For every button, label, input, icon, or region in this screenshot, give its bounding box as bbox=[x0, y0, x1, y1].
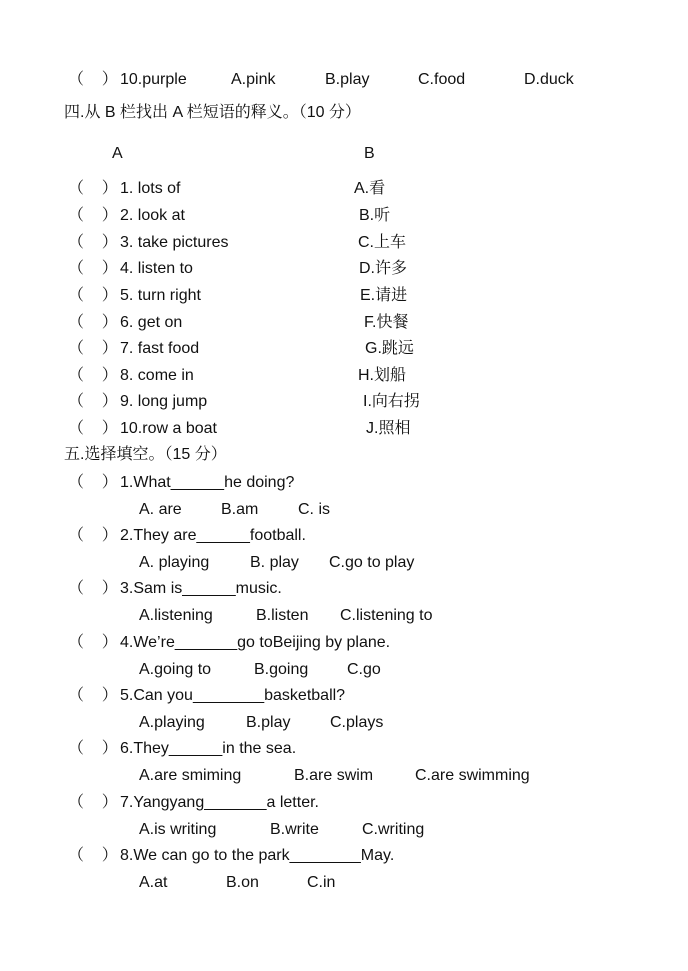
option-b: B.write bbox=[270, 821, 319, 838]
phrase-a: 5. turn right bbox=[120, 287, 201, 304]
option-b: B.am bbox=[221, 501, 259, 518]
option-c: C.food bbox=[418, 71, 466, 88]
phrase-a: 1. lots of bbox=[120, 180, 181, 197]
answer-blank[interactable]: （ ） bbox=[68, 794, 118, 811]
option-b: B. play bbox=[250, 554, 299, 571]
answer-blank[interactable]: （ ） bbox=[68, 207, 118, 224]
option-c: C.go bbox=[347, 661, 381, 678]
answer-blank[interactable]: （ ） bbox=[68, 393, 118, 410]
meaning-b: G.跳远 bbox=[365, 340, 414, 357]
meaning-b: I.向右拐 bbox=[363, 393, 420, 410]
option-a: A.at bbox=[139, 874, 168, 891]
option-b: B.on bbox=[226, 874, 259, 891]
answer-blank[interactable]: （ ） bbox=[68, 687, 118, 704]
meaning-b: E.请进 bbox=[360, 287, 408, 304]
question-stem: 5.Can you________basketball? bbox=[120, 687, 346, 704]
option-a: A.pink bbox=[231, 71, 276, 88]
answer-blank[interactable]: （ ） bbox=[68, 474, 118, 491]
question-stem: 2.They are______football. bbox=[120, 527, 306, 544]
answer-blank[interactable]: （ ） bbox=[68, 740, 118, 757]
phrase-a: 3. take pictures bbox=[120, 234, 229, 251]
section-title: 四.从 B 栏找出 A 栏短语的释义。（10 分） bbox=[64, 104, 361, 121]
column-a-header: A bbox=[112, 145, 123, 162]
phrase-a: 4. listen to bbox=[120, 260, 193, 277]
option-d: D.duck bbox=[524, 71, 574, 88]
answer-blank[interactable]: （ ） bbox=[68, 71, 118, 88]
phrase-a: 8. come in bbox=[120, 367, 194, 384]
question-stem: 3.Sam is______music. bbox=[120, 580, 282, 597]
option-c: C.go to play bbox=[329, 554, 415, 571]
question-stem: 7.Yangyang_______a letter. bbox=[120, 794, 319, 811]
option-c: C.plays bbox=[330, 714, 384, 731]
phrase-a: 10.row a boat bbox=[120, 420, 217, 437]
question-stem: 1.What______he doing? bbox=[120, 474, 295, 491]
option-c: C.in bbox=[307, 874, 336, 891]
answer-blank[interactable]: （ ） bbox=[68, 420, 118, 437]
question-stem: 6.They______in the sea. bbox=[120, 740, 297, 757]
meaning-b: F.快餐 bbox=[364, 314, 409, 331]
option-b: B.listen bbox=[256, 607, 309, 624]
answer-blank[interactable]: （ ） bbox=[68, 340, 118, 357]
phrase-a: 7. fast food bbox=[120, 340, 200, 357]
question-stem: 10.purple bbox=[120, 71, 187, 88]
answer-blank[interactable]: （ ） bbox=[68, 287, 118, 304]
option-a: A. are bbox=[139, 501, 182, 518]
answer-blank[interactable]: （ ） bbox=[68, 234, 118, 251]
meaning-b: H.划船 bbox=[358, 367, 407, 384]
answer-blank[interactable]: （ ） bbox=[68, 260, 118, 277]
phrase-a: 6. get on bbox=[120, 314, 183, 331]
question-stem: 8.We can go to the park________May. bbox=[120, 847, 395, 864]
answer-blank[interactable]: （ ） bbox=[68, 367, 118, 384]
meaning-b: J.照相 bbox=[366, 420, 411, 437]
option-b: B.going bbox=[254, 661, 309, 678]
meaning-b: D.许多 bbox=[359, 260, 408, 277]
option-a: A.is writing bbox=[139, 821, 217, 838]
option-b: B.play bbox=[325, 71, 370, 88]
option-a: A.going to bbox=[139, 661, 212, 678]
meaning-b: A.看 bbox=[354, 180, 386, 197]
meaning-b: C.上车 bbox=[358, 234, 407, 251]
section-title: 五.选择填空。（15 分） bbox=[64, 446, 227, 463]
option-c: C. is bbox=[298, 501, 330, 518]
phrase-a: 2. look at bbox=[120, 207, 185, 224]
phrase-a: 9. long jump bbox=[120, 393, 208, 410]
option-c: C.are swimming bbox=[415, 767, 530, 784]
answer-blank[interactable]: （ ） bbox=[68, 847, 118, 864]
option-b: B.play bbox=[246, 714, 291, 731]
answer-blank[interactable]: （ ） bbox=[68, 527, 118, 544]
option-a: A.are smiming bbox=[139, 767, 242, 784]
option-a: A. playing bbox=[139, 554, 210, 571]
answer-blank[interactable]: （ ） bbox=[68, 180, 118, 197]
column-b-header: B bbox=[364, 145, 375, 162]
option-c: C.writing bbox=[362, 821, 425, 838]
answer-blank[interactable]: （ ） bbox=[68, 580, 118, 597]
option-a: A.playing bbox=[139, 714, 205, 731]
meaning-b: B.听 bbox=[359, 207, 391, 224]
answer-blank[interactable]: （ ） bbox=[68, 314, 118, 331]
option-b: B.are swim bbox=[294, 767, 374, 784]
option-a: A.listening bbox=[139, 607, 213, 624]
question-stem: 4.We’re_______go toBeijing by plane. bbox=[120, 634, 391, 651]
option-c: C.listening to bbox=[340, 607, 433, 624]
answer-blank[interactable]: （ ） bbox=[68, 634, 118, 651]
